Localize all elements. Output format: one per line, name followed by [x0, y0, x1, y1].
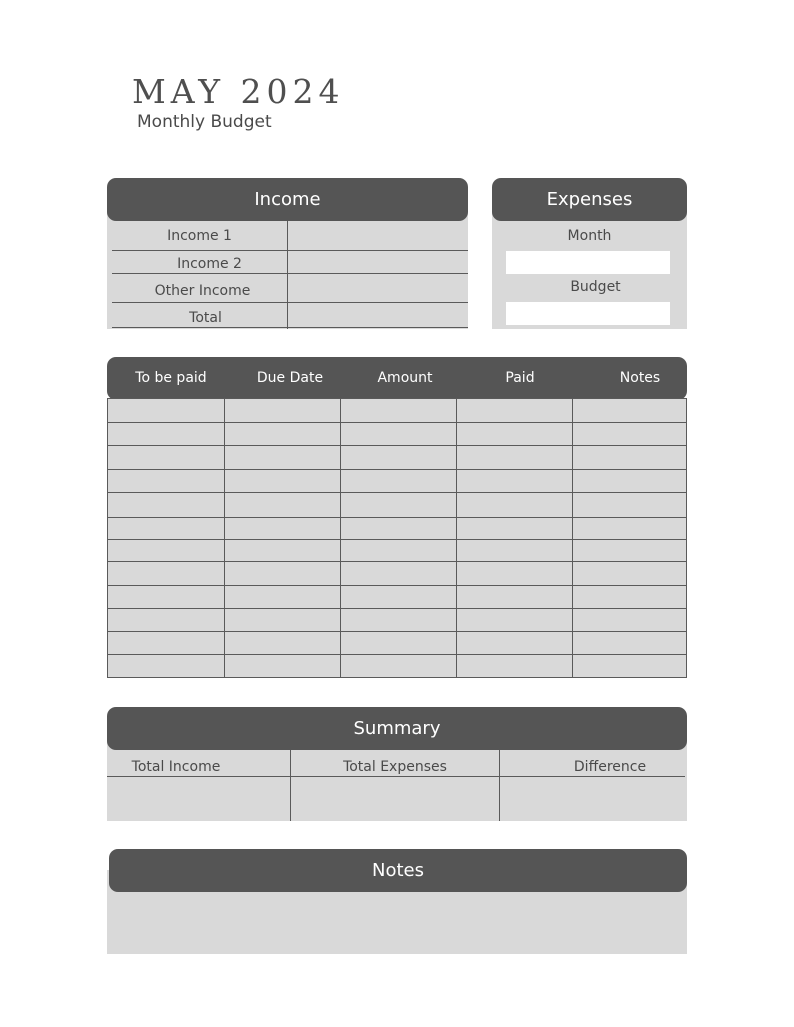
income-header — [107, 178, 468, 221]
other-income-value-cell[interactable] — [288, 274, 468, 302]
column-header-due-date: Due Date — [256, 370, 324, 386]
budget-label: Budget — [570, 279, 621, 295]
column-header-notes: Notes — [619, 370, 661, 386]
grid-row-line — [108, 654, 686, 655]
total-expenses-summary-cell[interactable] — [291, 777, 499, 821]
expenses-heading: Expenses — [546, 189, 633, 210]
grid-row-line — [108, 445, 686, 446]
grid-column-line — [224, 399, 225, 677]
summary-total-expenses-label: Total Expenses — [343, 759, 447, 775]
month-field[interactable] — [506, 251, 670, 274]
grid-row-line — [108, 492, 686, 493]
column-header-paid: Paid — [505, 370, 535, 386]
notes-header — [109, 849, 687, 892]
grid-row-line — [108, 631, 686, 632]
difference-summary-cell[interactable] — [500, 777, 687, 821]
grid-row-line — [108, 608, 686, 609]
month-label: Month — [567, 228, 612, 244]
grid-column-line — [456, 399, 457, 677]
grid-row-line — [108, 561, 686, 562]
income-row-label: Other Income — [154, 283, 251, 299]
income-heading: Income — [254, 189, 321, 210]
income-row-line — [112, 327, 468, 328]
total-income-summary-cell[interactable] — [107, 777, 290, 821]
grid-row-line — [108, 585, 686, 586]
grid-row-line — [108, 517, 686, 518]
page-subtitle: Monthly Budget — [137, 112, 272, 132]
grid-row-line — [108, 469, 686, 470]
grid-row-line — [108, 422, 686, 423]
income-row-label: Income 2 — [177, 256, 242, 272]
income-1-value-cell[interactable] — [288, 221, 468, 250]
summary-heading: Summary — [353, 718, 441, 739]
bills-table-header — [107, 357, 687, 400]
grid-column-line — [572, 399, 573, 677]
income-2-value-cell[interactable] — [288, 251, 468, 273]
summary-difference-label: Difference — [573, 759, 647, 775]
expenses-header — [492, 178, 687, 221]
grid-column-line — [340, 399, 341, 677]
bills-grid[interactable] — [107, 398, 687, 678]
grid-row-line — [108, 539, 686, 540]
summary-total-income-label: Total Income — [131, 759, 221, 775]
budget-field[interactable] — [506, 302, 670, 325]
income-row-label: Total — [189, 310, 222, 326]
total-income-value-cell[interactable] — [288, 303, 468, 327]
summary-header — [107, 707, 687, 750]
income-row-label: Income 1 — [167, 228, 232, 244]
column-header-amount: Amount — [377, 370, 433, 386]
column-header-to-be-paid: To be paid — [135, 370, 207, 386]
page-title: MAY 2024 — [132, 72, 345, 111]
notes-heading: Notes — [372, 860, 424, 881]
